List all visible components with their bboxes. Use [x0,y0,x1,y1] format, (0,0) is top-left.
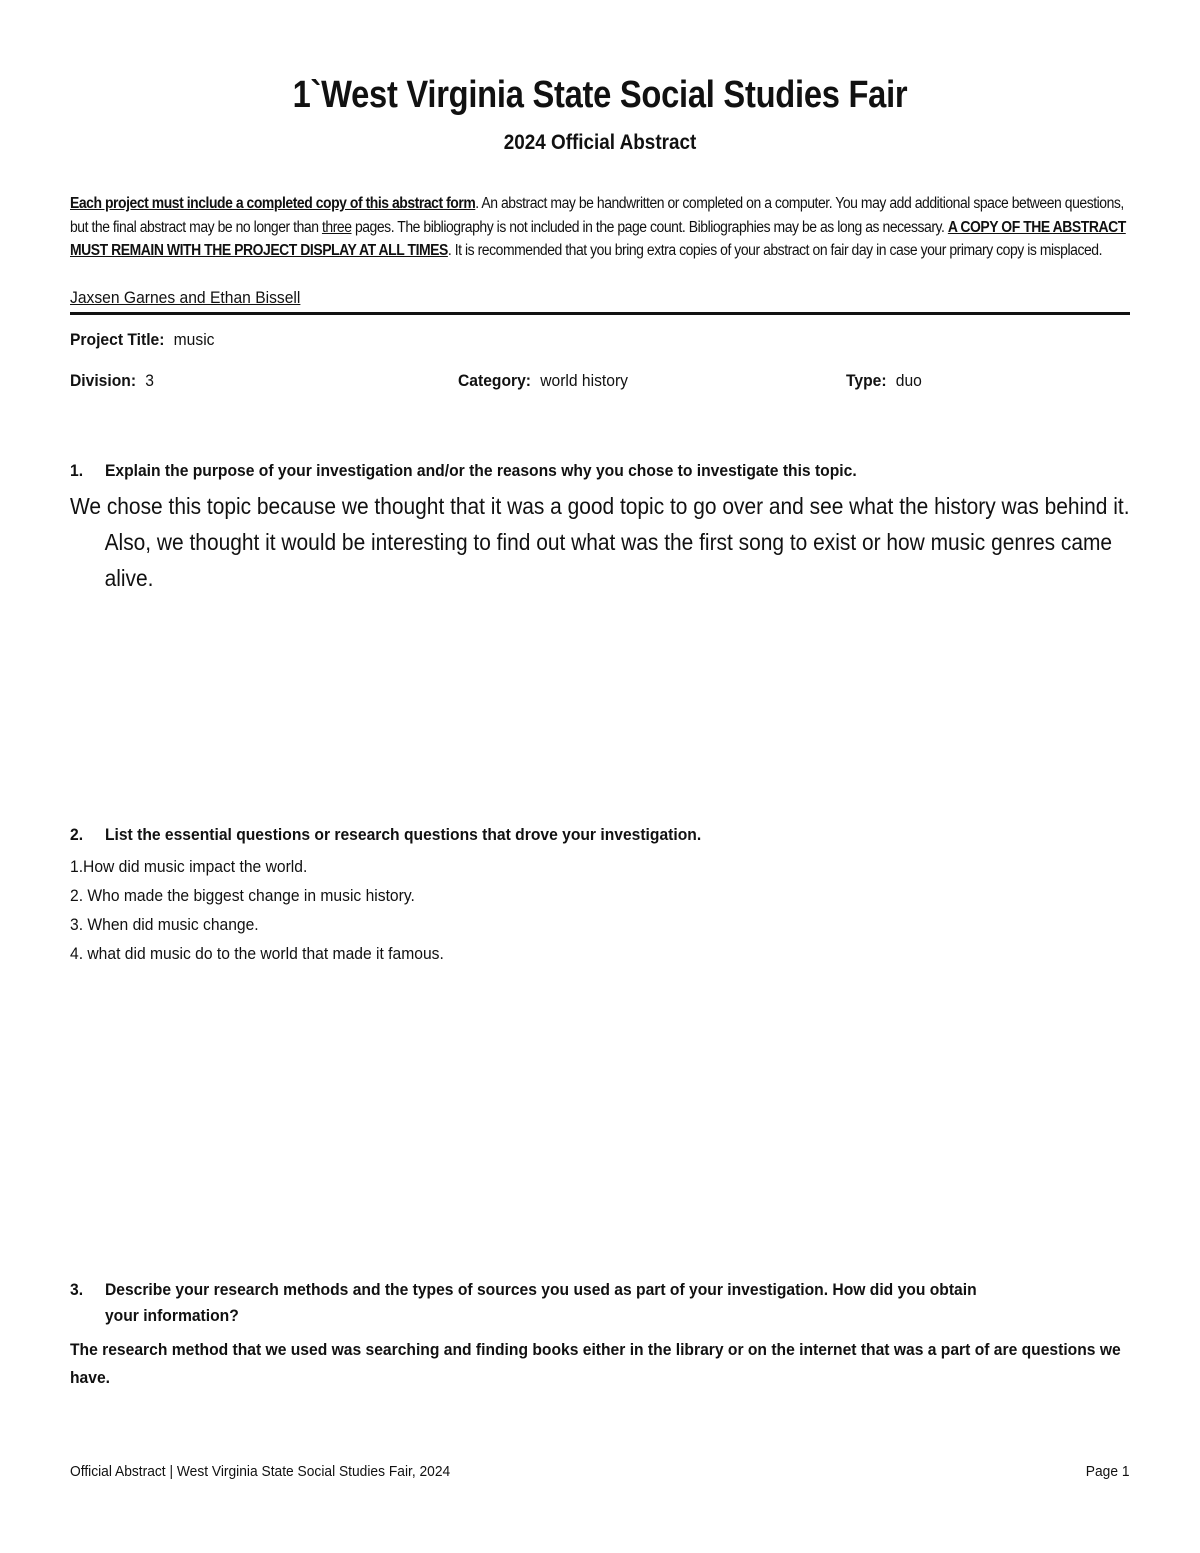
project-title-value: music [173,330,215,349]
header-divider [70,312,1130,315]
list-item: 4. what did music do to the world that made it famous. [70,944,444,963]
question-3-heading [70,1277,1119,1329]
instructions-paragraph [70,192,1132,263]
footer-caption: Official Abstract | West Virginia State Social Studies Fair, 2024 [70,1463,451,1480]
category-value: world history [540,371,628,390]
list-item: 3. When did music change. [70,915,259,934]
document-subtitle: 2024 Official Abstract [503,131,697,154]
abstract-page [70,0,1130,1553]
question-2-text: List the essential questions or research questions that drove your investigation. [104,825,702,844]
authors-line: Jaxsen Garnes and Ethan Bissell [70,288,301,307]
list-item: 1.How did music impact the world. [70,857,308,876]
question-1-answer: We chose this topic because we thought that it was a good topic to go over and see what the history was behind it. Also, we thought it would be interesting to find out what was the first song to exist or how music genres came alive. [70,493,1130,591]
instructions-three: three [321,218,352,236]
question-3-answer: The research method that we used was searching and finding books either in the library or on the internet that was a part of are questions we have. [70,1340,1121,1387]
type-value: duo [895,371,922,390]
question-2-answers [70,852,444,968]
question-2-heading [70,825,701,845]
question-3-text-line2: your information? [104,1306,239,1325]
project-title-field [70,330,214,350]
question-2-number: 2. [70,825,84,844]
instructions-intro: Each project must include a completed copy of this abstract form [70,195,476,212]
page-number: Page 1 [1086,1463,1130,1480]
division-field [70,371,154,391]
list-item: 2. Who made the biggest change in music history. [70,886,415,905]
category-label: Category: [458,371,532,390]
division-value: 3 [145,371,154,390]
category-field [458,371,628,391]
question-1-text: Explain the purpose of your investigation and/or the reasons why you chose to investigate this topic. [104,461,857,480]
project-title-label: Project Title: [70,330,165,349]
type-label: Type: [846,371,887,390]
document-title: 1`West Virginia State Social Studies Fair [292,74,908,116]
question-3-number: 3. [70,1280,84,1299]
instructions-copy-notice: A COPY OF THE ABSTRACT MUST REMAIN WITH THE PROJECT DISPLAY AT ALL TIMES [70,218,1126,259]
question-1-heading [70,461,857,481]
question-3-text-line1: Describe your research methods and the types of sources you used as part of your investigation. How did you obtain [104,1280,977,1299]
type-field [846,371,922,391]
division-label: Division: [70,371,137,390]
instructions-part1: . An abstract may be handwritten or completed on a computer. You may add additional space between questions, but the final abstract may be no longer than [70,195,1124,236]
instructions-part3: . It is recommended that you bring extra copies of your abstract on fair day in case your primary copy is misplaced. [447,242,1103,259]
instructions-part2: pages. The bibliography is not included in the page count. Bibliographies may be as long as necessary. [351,218,948,236]
question-1-number: 1. [70,461,84,480]
